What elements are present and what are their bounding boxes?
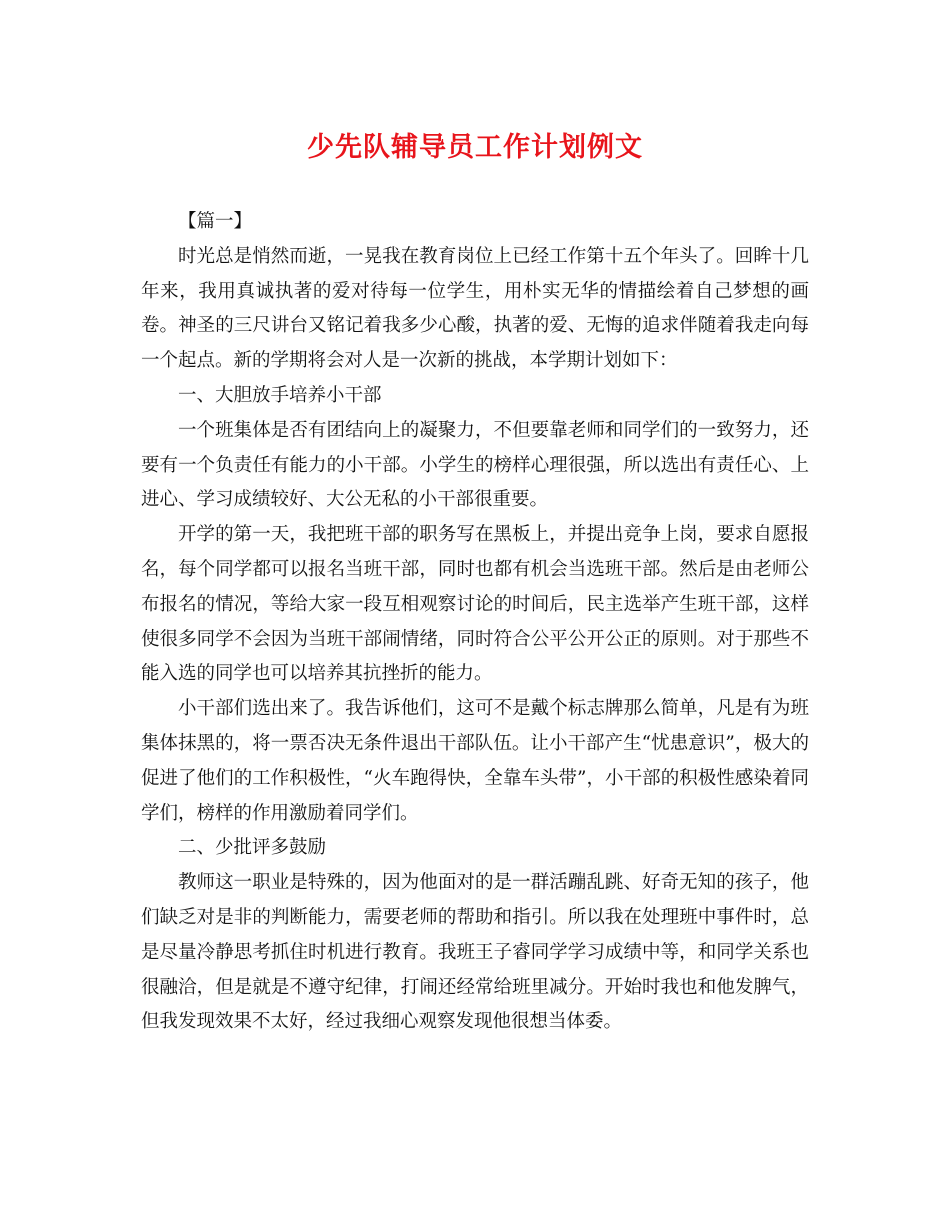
section-heading: 一、大胆放手培养小干部	[178, 384, 382, 406]
document-title: 少先队辅导员工作计划例文	[307, 132, 643, 163]
paragraph: 时光总是悄然而逝，一晃我在教育岗位上已经工作第十五个年头了。回眸十几年来，我用真诚执著的爱对待每一位学生，用朴实无华的情描绘着自己梦想的画卷。神圣的三尺讲台又铭记着我多少心酸，执著的爱、无悔的追求伴随着我走向每一个起点。新的学期将会对人是一次新的挑战，本学期计划如下：	[141, 245, 809, 372]
paragraph: 小干部们选出来了。我告诉他们，这可不是戴个标志牌那么简单，凡是有为班集体抹黑的，将一票否决无条件退出干部队伍。让小干部产生“忧患意识”，极大的促进了他们的工作积极性，“火车跑得快，全靠车头带”，小干部的积极性感染着同学们，榜样的作用激励着同学们。	[141, 698, 809, 824]
section-heading: 二、少批评多鼓励	[178, 837, 327, 859]
section-label: 【篇一】	[178, 211, 253, 232]
paragraph: 一个班集体是否有团结向上的凝聚力，不但要靠老师和同学们的一致努力，还要有一个负责任有能力的小干部。小学生的榜样心理很强，所以选出有责任心、上进心、学习成绩较好、大公无私的小干部很重要。	[141, 419, 809, 511]
paragraph: 教师这一职业是特殊的，因为他面对的是一群活蹦乱跳、好奇无知的孩子，他们缺乏对是非的判断能力，需要老师的帮助和指引。所以我在处理班中事件时，总是尽量冷静思考抓住时机进行教育。我班王子睿同学学习成绩中等，和同学关系也很融洽，但是就是不遵守纪律，打闹还经常给班里减分。开始时我也和他发脾气，但我发现效果不太好，经过我细心观察发现他很想当体委。	[141, 872, 809, 1033]
document-body	[141, 205, 809, 1040]
paragraph: 开学的第一天，我把班干部的职务写在黑板上，并提出竞争上岗，要求自愿报名，每个同学都可以报名当班干部，同时也都有机会当选班干部。然后是由老师公布报名的情况，等给大家一段互相观察讨论的时间后，民主选举产生班干部，这样使很多同学不会因为当班干部闹情绪，同时符合公平公开公正的原则。对于那些不能入选的同学也可以培养其抗挫折的能力。	[141, 524, 809, 685]
